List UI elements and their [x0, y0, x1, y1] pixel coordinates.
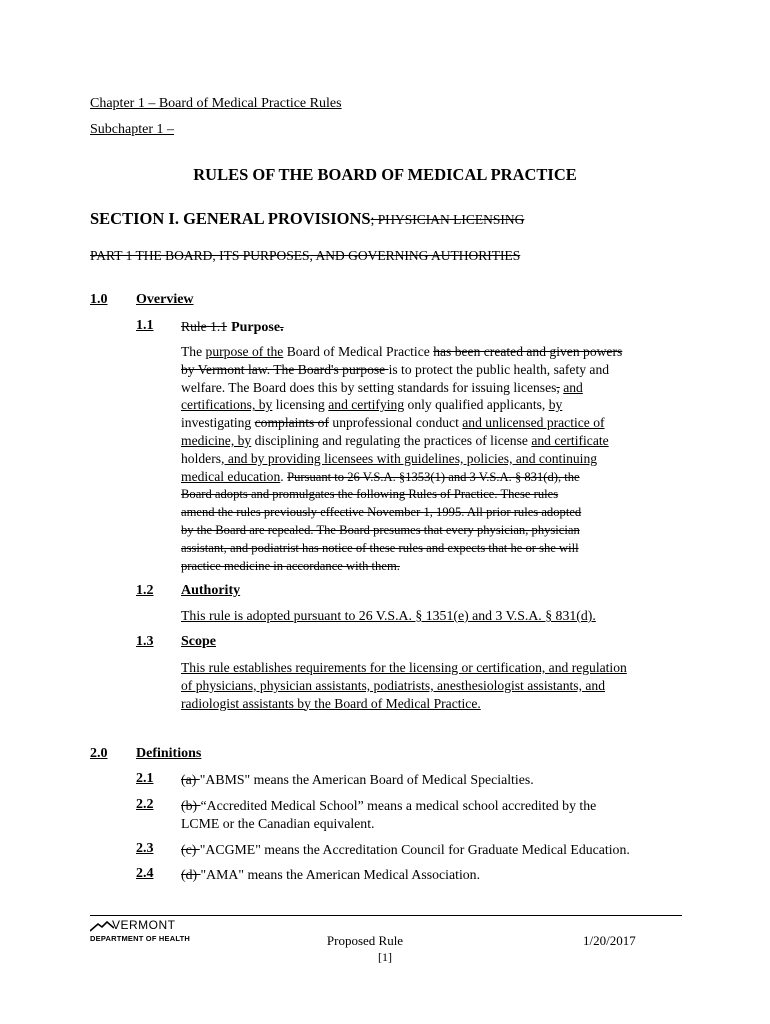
purpose-line-10: amend the rules previously effective November 1, 1995. All prior rules adopted: [181, 505, 582, 520]
definition-number-2-4: 2.4: [136, 866, 154, 881]
definition-acgme: (c) "ACGME" means the Accreditation Council for Graduate Medical Education.: [181, 842, 630, 857]
chapter-header: Chapter 1 – Board of Medical Practice Rules: [90, 96, 342, 111]
vermont-health-logo: VERMONT DEPARTMENT OF HEALTH: [90, 918, 190, 943]
purpose-line-9: Board adopts and promulgates the following Rules of Practice. These rules: [181, 487, 559, 502]
purpose-line-4: certifications, by licensing and certifying only qualified applicants, by: [181, 397, 563, 413]
section-heading-definitions: Definitions: [136, 746, 202, 761]
footer-center: Proposed Rule: [326, 933, 404, 948]
purpose-line-7: holders, and by providing licensees with guidelines, policies, and continuing: [181, 450, 598, 466]
definition-ama: (d) "AMA" means the American Medical Association.: [181, 867, 481, 882]
definition-number-2-3: 2.3: [136, 841, 154, 856]
scope-line-3: radiologist assistants by the Board of Medical Practice.: [181, 695, 481, 711]
footer-rule: [90, 915, 682, 916]
mountain-icon: [90, 920, 114, 932]
purpose-line-2: by Vermont law. The Board's purpose is to protect the public health, safety and: [181, 361, 610, 377]
page-number: [1]: [378, 950, 392, 964]
definition-abms: (a) "ABMS" means the American Board of Medical Specialties.: [181, 772, 534, 787]
purpose-line-11: by the Board are repealed. The Board presumes that every physician, physician: [181, 522, 580, 537]
footer-date: 1/20/2017: [583, 933, 636, 948]
section-heading: SECTION I. GENERAL PROVISIONS; PHYSICIAN LICENSING: [90, 209, 525, 228]
scope-paragraph: [181, 659, 665, 712]
scope-line-1: This rule establishes requirements for the licensing or certification, and regulation: [181, 660, 627, 675]
rule-number-1-1: 1.1: [136, 318, 154, 333]
scope-line-2: of physicians, physician assistants, podiatrists, anesthesiologist assistants, and: [181, 677, 606, 693]
rule-number-1-2: 1.2: [136, 583, 154, 598]
document-title: RULES OF THE BOARD OF MEDICAL PRACTICE: [193, 165, 577, 184]
purpose-line-12: assistant, and podiatrist has notice of these rules and expects that he or she will: [181, 540, 579, 555]
definition-accredited-medical-school: (b) “Accredited Medical School” means a medical school accredited by the LCME or the Canadian equivalent.: [181, 798, 597, 831]
rule-heading-purpose: Rule 1.1 Purpose.: [181, 319, 284, 335]
purpose-line-5: investigating complaints of unprofessional conduct and unlicensed practice of: [181, 415, 605, 431]
purpose-line-1: The purpose of the Board of Medical Practice has been created and given powers: [181, 344, 623, 359]
purpose-line-13: practice medicine in accordance with them.: [181, 558, 400, 573]
definition-number-2-2: 2.2: [136, 797, 154, 812]
purpose-paragraph: [181, 343, 665, 575]
rule-heading-scope: Scope: [181, 634, 216, 649]
part-heading: PART 1 THE BOARD, ITS PURPOSES, AND GOVERNING AUTHORITIES: [90, 248, 521, 263]
rule-heading-authority: Authority: [181, 583, 241, 598]
section-number-1-0: 1.0: [90, 292, 108, 307]
purpose-line-3: welfare. The Board does this by setting standards for issuing licenses, and: [181, 379, 583, 395]
purpose-line-6: medicine, by disciplining and regulating the practices of license and certificate: [181, 432, 609, 448]
rule-number-1-3: 1.3: [136, 634, 154, 649]
section-number-2-0: 2.0: [90, 746, 108, 761]
section-heading-overview: Overview: [136, 292, 194, 307]
authority-text: This rule is adopted pursuant to 26 V.S.A. § 1351(e) and 3 V.S.A. § 831(d).: [181, 608, 596, 623]
subchapter-header: Subchapter 1 –: [90, 122, 174, 137]
definition-number-2-1: 2.1: [136, 771, 154, 786]
purpose-line-8: medical education. Pursuant to 26 V.S.A. §1353(1) and 3 V.S.A. § 831(d), the: [181, 468, 580, 484]
